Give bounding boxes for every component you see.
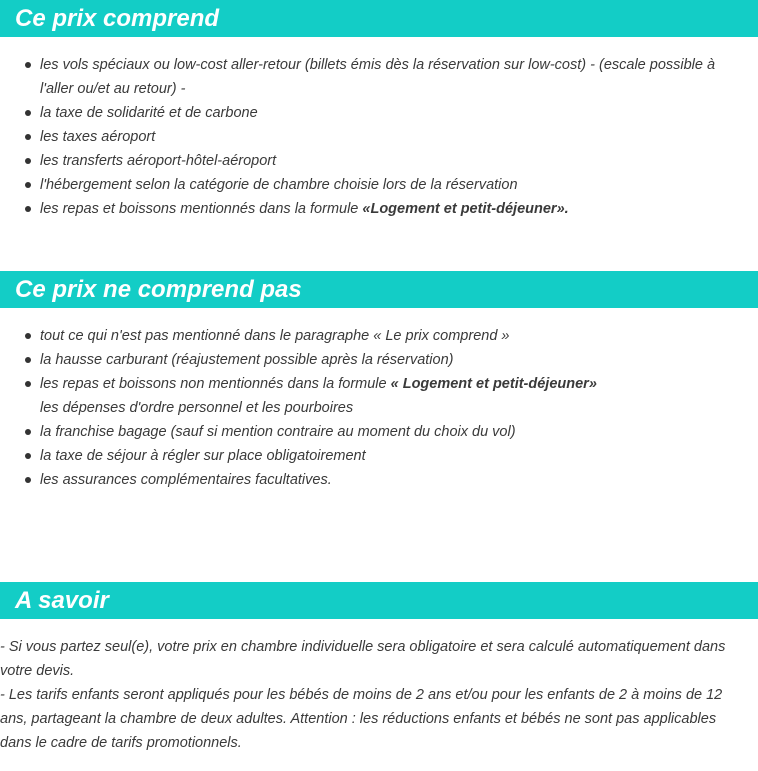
list-item	[0, 149, 758, 173]
list-item-text: les repas et boissons non mentionnés dans la formule	[40, 376, 391, 392]
info-paragraph: - Si vous partez seul(e), votre prix en chambre individuelle sera obligatoire et sera calculé automatiquement dans votre devis.	[0, 639, 726, 679]
list-item-text: la taxe de séjour à régler sur place obligatoirement	[40, 448, 366, 464]
excludes-list	[0, 324, 758, 492]
list-item	[0, 173, 758, 197]
list-item-text: les vols spéciaux ou low-cost aller-retour (billets émis dès la réservation sur low-cost) - (escale possible à l'aller ou/et au retour) -	[40, 57, 716, 97]
list-item	[0, 396, 758, 420]
list-item-text: les assurances complémentaires facultatives.	[40, 472, 332, 488]
list-item-text: les taxes aéroport	[40, 129, 156, 145]
list-item-text: les dépenses d'ordre personnel et les pourboires	[40, 400, 354, 416]
list-item	[0, 324, 758, 348]
section-header-info: A savoir	[0, 582, 758, 619]
includes-list	[0, 53, 758, 221]
list-item-text: les repas et boissons mentionnés dans la formule	[40, 201, 363, 217]
formula-name: «Logement et petit-déjeuner».	[362, 201, 569, 217]
list-item	[0, 468, 758, 492]
list-item	[0, 420, 758, 444]
list-item-text: tout ce qui n'est pas mentionné dans le paragraphe « Le prix comprend »	[40, 328, 510, 344]
list-item	[0, 197, 758, 221]
list-item	[0, 372, 758, 396]
list-item-text: l'hébergement selon la catégorie de chambre choisie lors de la réservation	[40, 177, 518, 193]
list-item	[0, 101, 758, 125]
list-item	[0, 53, 758, 101]
info-paragraph: - Les tarifs enfants seront appliqués pour les bébés de moins de 2 ans et/ou pour les enfants de 2 à moins de 12 ans, partageant la chambre de deux adultes. Attention : les réductions enfants et bébés ne sont pas applicables dans le cadre de tarifs promotionnels.	[0, 687, 723, 751]
list-item-text: la taxe de solidarité et de carbone	[40, 105, 258, 121]
list-item	[0, 125, 758, 149]
list-item-text: la franchise bagage (sauf si mention contraire au moment du choix du vol)	[40, 424, 516, 440]
list-item	[0, 444, 758, 468]
list-item-text: la hausse carburant (réajustement possible après la réservation)	[40, 352, 454, 368]
formula-name: « Logement et petit-déjeuner»	[390, 376, 597, 392]
section-header-excludes: Ce prix ne comprend pas	[0, 271, 758, 308]
list-item	[0, 348, 758, 372]
section-header-includes: Ce prix comprend	[0, 0, 758, 37]
info-notes	[0, 635, 758, 755]
list-item-text: les transferts aéroport-hôtel-aéroport	[40, 153, 277, 169]
